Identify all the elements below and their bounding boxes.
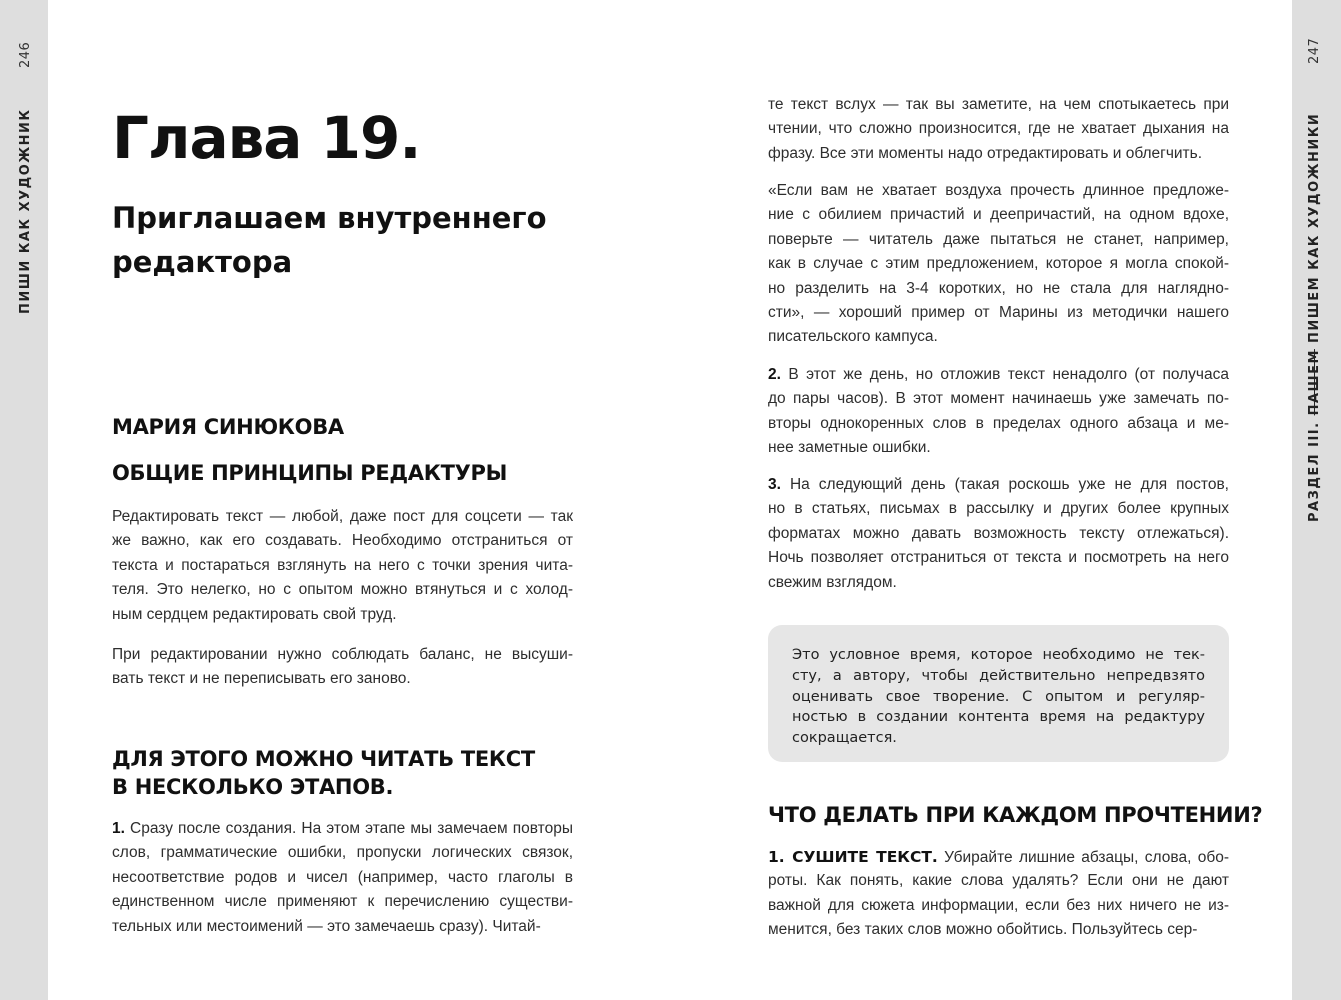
line-text: те текст вслух — так вы заметите, на чем спотыкаетесь при xyxy=(768,96,1229,113)
text-line xyxy=(768,845,1229,869)
stages-heading-line: В НЕСКОЛЬКО ЭТАПОВ. xyxy=(112,775,394,799)
callout-line: сокращается. xyxy=(792,730,897,747)
text-line xyxy=(768,497,1229,521)
paragraph-intro xyxy=(112,505,573,627)
stage-2-paragraph xyxy=(768,363,1229,461)
right-running-head xyxy=(1307,113,1322,522)
item-number: 1. xyxy=(112,820,125,837)
line-text: Ночь позволяет отстраниться от текста и посмотреть на него xyxy=(768,549,1229,567)
line-text: роты. Как понять, какие слова удалять? Если они не дают xyxy=(768,872,1229,890)
line-text: важной для сюжета информации, если без них ничего не из- xyxy=(768,896,1229,914)
text-line xyxy=(768,473,1229,497)
item-lead: 1. СУШИТЕ ТЕКСТ. xyxy=(768,848,938,866)
line-text: На следующий день (такая роскошь уже не для постов, xyxy=(789,476,1229,493)
text-line xyxy=(112,915,573,939)
line-text: тельных или местоимений — это замечаешь сразу). Читай- xyxy=(112,917,541,935)
text-line xyxy=(768,301,1229,325)
chapter-subtitle-line: Приглашаем внутреннего xyxy=(112,201,547,235)
line-text: поверьте — читатель даже пытаться не станет, например, xyxy=(768,230,1229,248)
text-line xyxy=(768,571,1229,595)
line-text: вать текст и не переписывать его заново. xyxy=(112,670,411,688)
item-number: 3. xyxy=(768,476,781,493)
stage-1-paragraph xyxy=(112,817,573,939)
text-line xyxy=(768,546,1229,570)
line-text: чтении, что сложно произносится, где не хватает дыхания на xyxy=(768,120,1229,138)
line-text: фразу. Все эти моменты надо отредактировать и облегчить. xyxy=(768,144,1203,162)
text-line xyxy=(112,505,573,529)
line-text: текста и постараться взглянуть на него с точки зрения чита- xyxy=(112,556,573,574)
callout-text xyxy=(792,645,1205,749)
text-line xyxy=(768,387,1229,411)
line-text: Сразу после создания. На этом этапе мы замечаем повторы xyxy=(130,820,573,837)
text-line xyxy=(768,436,1229,460)
section-heading: ОБЩИЕ ПРИНЦИПЫ РЕДАКТУРЫ xyxy=(112,461,508,485)
text-line xyxy=(112,890,573,914)
line-text: нее заметные ошибки. xyxy=(768,439,931,457)
text-line xyxy=(768,869,1229,893)
text-line xyxy=(768,363,1229,387)
stages-heading-line: ДЛЯ ЭТОГО МОЖНО ЧИТАТЬ ТЕКСТ xyxy=(112,747,535,771)
line-text: теля. Это нелегко, но с опытом можно втянуться и с холод- xyxy=(112,581,573,599)
text-line xyxy=(112,554,573,578)
line-text: В этот же день, но отложив текст ненадолго (от получаса xyxy=(788,366,1229,383)
running-head-text: ПИШИ КАК ХУДОЖНИК xyxy=(18,108,33,314)
line-text: ние с обилием причастий и деепричастий, на одном вдохе, xyxy=(768,206,1229,224)
text-line xyxy=(112,529,573,553)
text-line xyxy=(112,667,573,691)
text-line xyxy=(768,93,1229,117)
line-text: писательского кампуса. xyxy=(768,328,938,346)
text-line xyxy=(112,603,573,627)
line-text: вторы однокоренных слов в пределах одного абзаца и ме- xyxy=(768,414,1229,432)
paragraph-balance xyxy=(112,643,573,692)
text-line xyxy=(112,817,573,841)
continuation-paragraph xyxy=(768,93,1229,166)
text-line xyxy=(768,918,1229,942)
text-line xyxy=(768,277,1229,301)
left-page-number xyxy=(18,42,33,68)
item-number: 2. xyxy=(768,366,781,383)
text-line xyxy=(768,252,1229,276)
line-text: «Если вам не хватает воздуха прочесть длинное предложе- xyxy=(768,182,1229,199)
line-text: несоответствие родов и чисел (например, часто глаголы в xyxy=(112,868,573,886)
reading-heading: ЧТО ДЕЛАТЬ ПРИ КАЖДОМ ПРОЧТЕНИИ? xyxy=(768,803,1263,827)
line-text: но в статьях, письмах в рассылку и других более крупных xyxy=(768,500,1229,518)
text-line xyxy=(112,841,573,865)
callout-line: ностью в создании контента время на редактуру xyxy=(792,709,1205,726)
left-running-head xyxy=(18,108,33,314)
line-text: менится, без таких слов можно обойтись. Пользуйтесь сер- xyxy=(768,921,1198,939)
text-line xyxy=(112,578,573,602)
quote-paragraph xyxy=(768,179,1229,350)
line-text: Редактировать текст — любой, даже пост для соцсети — так xyxy=(112,508,573,525)
author-name: МАРИЯ СИНЮКОВА xyxy=(112,415,344,439)
line-text: Убирайте лишние абзацы, слова, обо- xyxy=(944,849,1229,866)
text-line xyxy=(112,643,573,667)
callout-line: сту, а автору, чтобы действительно непредвзято xyxy=(792,667,1205,684)
text-line xyxy=(768,142,1229,166)
text-line xyxy=(768,117,1229,141)
callout-line: Это условное время, которое необходимо не тек- xyxy=(792,647,1205,663)
page-number: 246 xyxy=(18,41,33,68)
text-line xyxy=(768,203,1229,227)
line-text: свежим взглядом. xyxy=(768,573,897,591)
right-page-number xyxy=(1307,38,1322,64)
line-text: ным сердцем редактировать свой труд. xyxy=(112,605,397,623)
text-line xyxy=(768,228,1229,252)
chapter-subtitle-line: редактора xyxy=(112,245,293,279)
line-text: же важно, как его создавать. Необходимо отстраниться от xyxy=(112,532,573,550)
chapter-subtitle xyxy=(112,196,547,284)
text-line xyxy=(768,894,1229,918)
callout-line: оценивать свое творение. С опытом и регуляр- xyxy=(792,688,1205,705)
text-line xyxy=(112,866,573,890)
stages-heading xyxy=(112,745,535,801)
page-number: 247 xyxy=(1307,37,1322,64)
line-text: слов, грамматические ошибки, пропуски логических связок, xyxy=(112,844,573,862)
text-line xyxy=(768,412,1229,436)
running-head-prefix: РАЗДЕЛ III. xyxy=(1307,415,1322,522)
line-text: сти», — хороший пример от Марины из методички нашего xyxy=(768,303,1229,321)
chapter-title: Глава 19. xyxy=(112,104,421,172)
line-text: При редактировании нужно соблюдать баланс, не высуши- xyxy=(112,646,573,663)
callout-box xyxy=(768,625,1229,762)
stage-3-paragraph xyxy=(768,473,1229,595)
text-line xyxy=(768,522,1229,546)
running-head-suffix: ПИШЕМ КАК ХУДОЖНИКИ xyxy=(1307,112,1322,350)
line-text: единственном числе применяют к перечислению существи- xyxy=(112,893,573,911)
line-text: как в случае с этим предложением, которое я могла спокой- xyxy=(768,255,1229,273)
text-line xyxy=(768,179,1229,203)
line-text: до пары часов). В этот момент начинаешь уже замечать по- xyxy=(768,390,1229,408)
running-head-struck: ПАШЕМ xyxy=(1307,349,1322,416)
line-text: но разделить на 3-4 коротких, но не стала для наглядно- xyxy=(768,279,1229,297)
text-line xyxy=(768,325,1229,349)
line-text: форматах можно давать возможность тексту отлежаться). xyxy=(768,524,1229,542)
tip-1-paragraph xyxy=(768,845,1229,943)
